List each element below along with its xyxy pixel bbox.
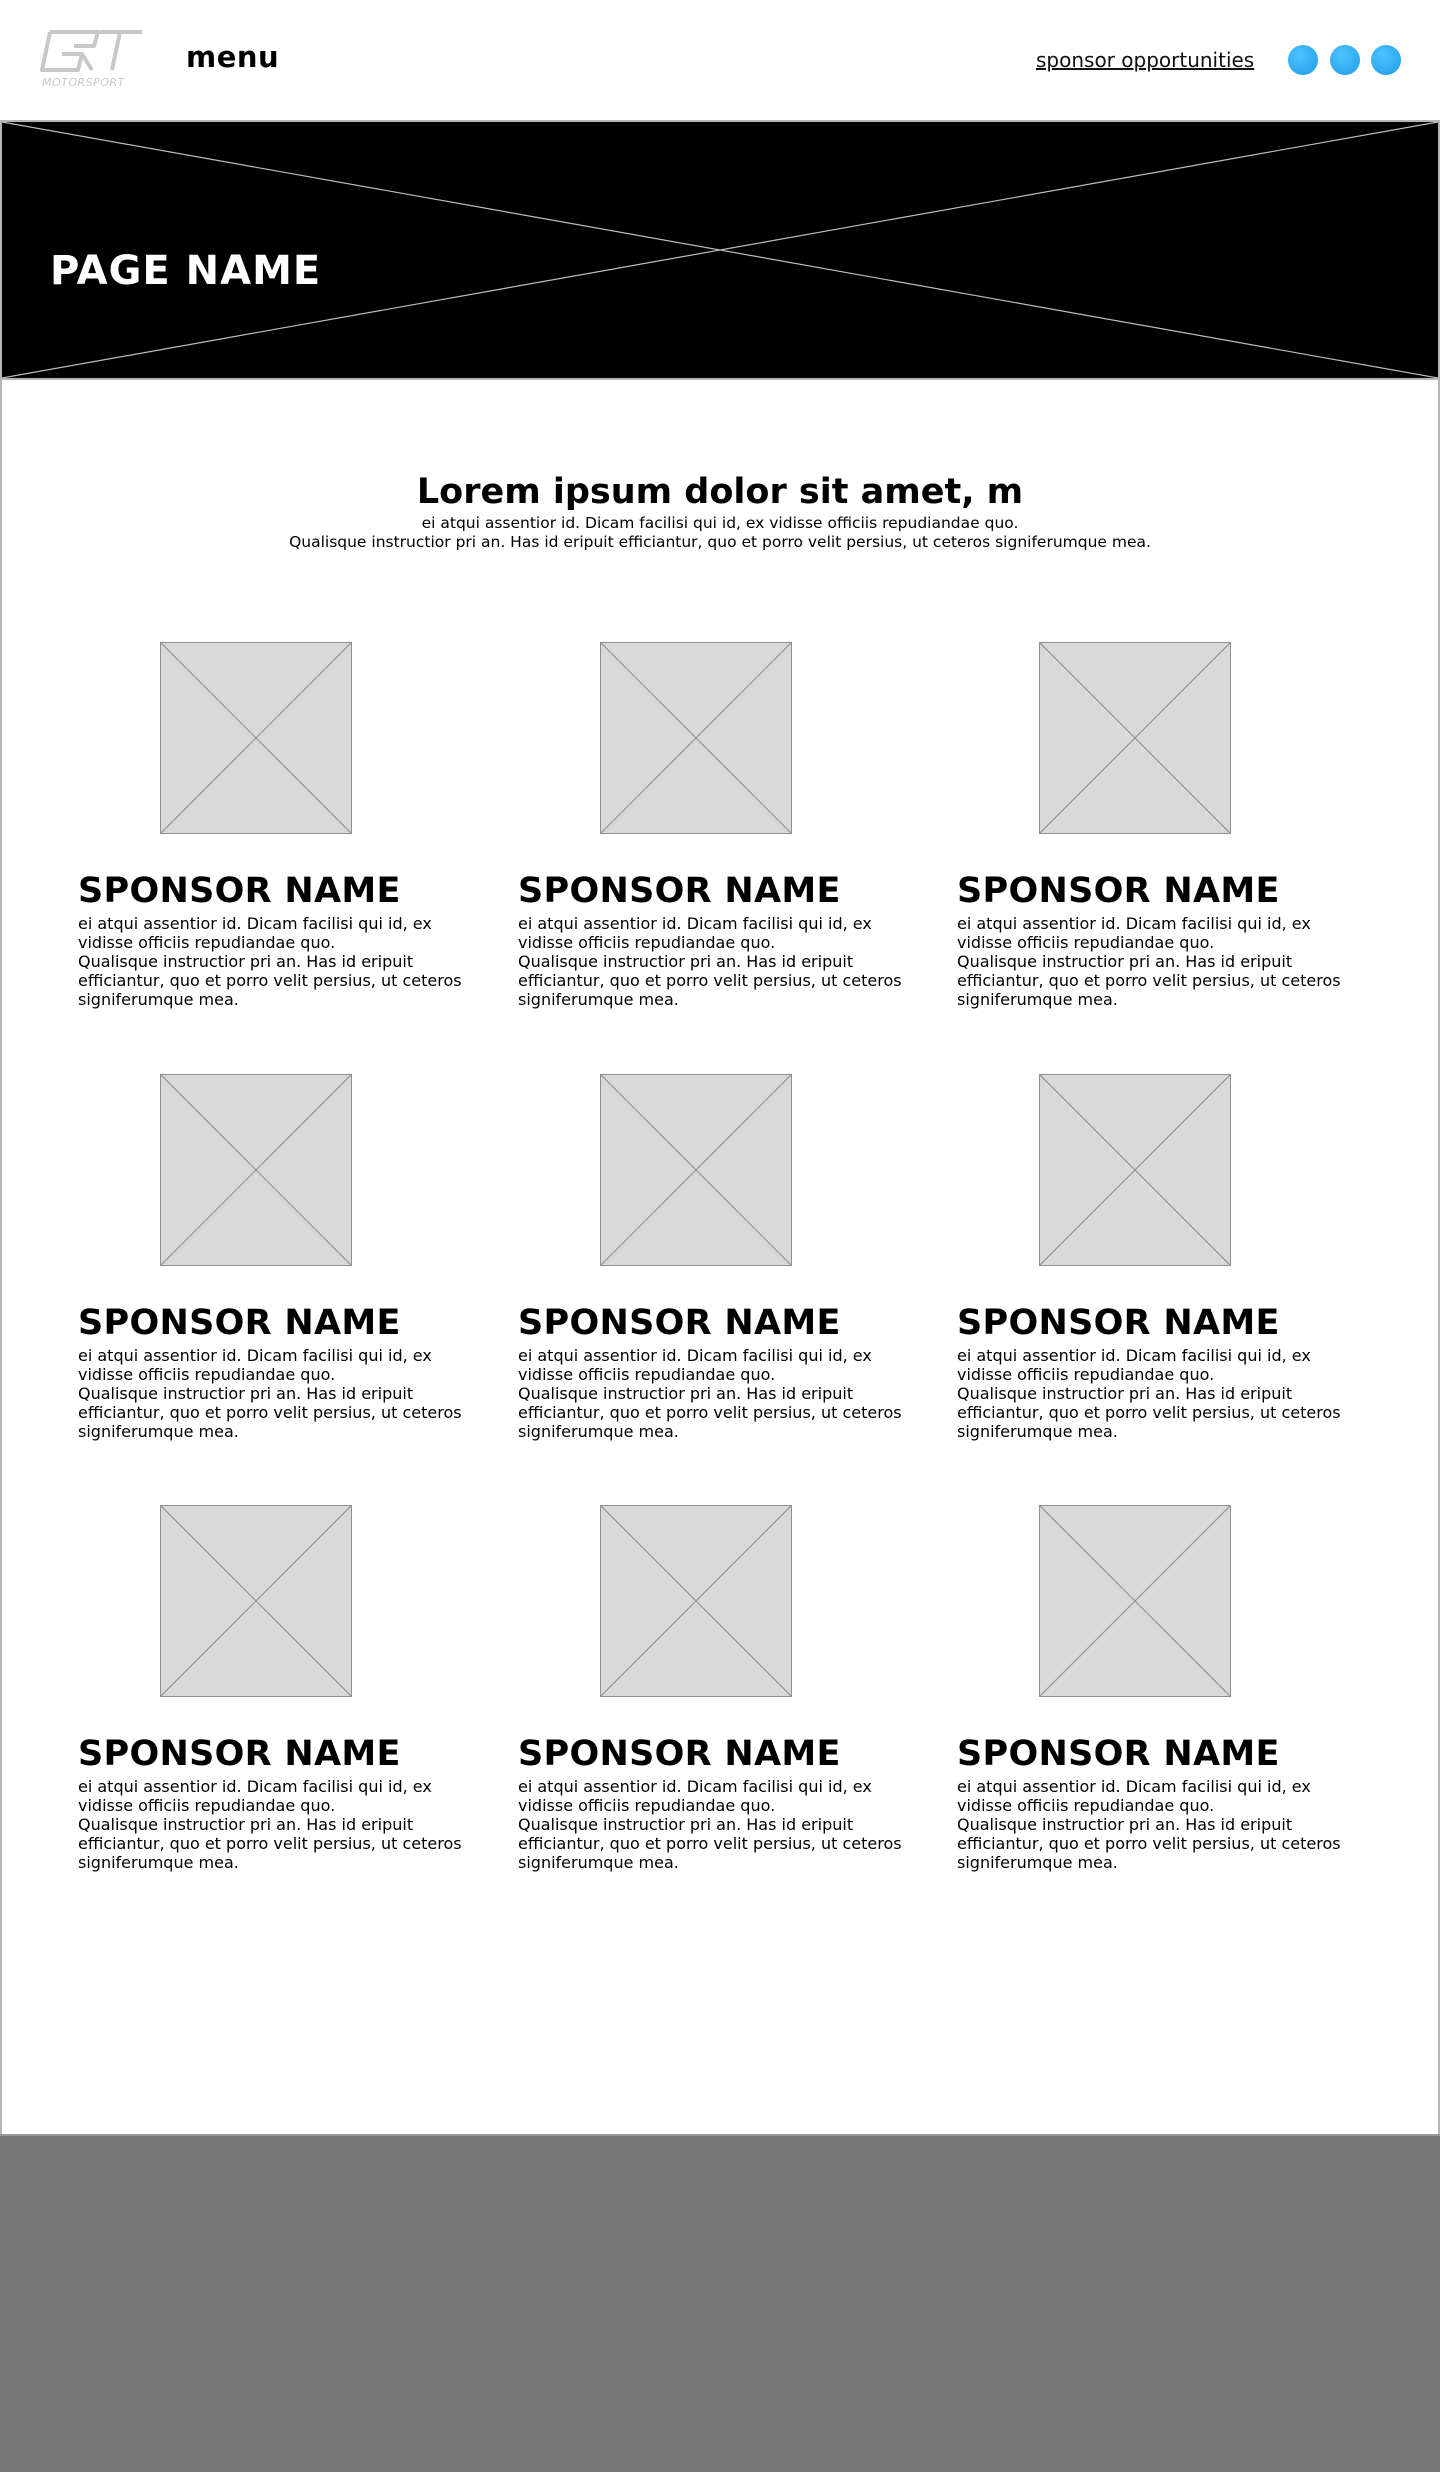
image-placeholder-icon — [1039, 1074, 1231, 1266]
sponsor-description: ei atqui assentior id. Dicam facilisi qui id, ex vidisse officiis repudiandae quo. Qualisque instructior pri an. Has id eripuit efficiantur, quo et porro velit persius, ut ceteros signiferumque mea. — [957, 914, 1341, 1009]
social-icon[interactable] — [1288, 45, 1318, 75]
brand-logo[interactable] — [40, 26, 144, 92]
sponsor-description: ei atqui assentior id. Dicam facilisi qui id, ex vidisse officiis repudiandae quo. Qualisque instructior pri an. Has id eripuit efficiantur, quo et porro velit persius, ut ceteros signiferumque mea. — [957, 1777, 1341, 1872]
sponsor-name: SPONSOR NAME — [518, 1734, 841, 1774]
image-placeholder-icon — [600, 1074, 792, 1266]
sponsor-name: SPONSOR NAME — [957, 1303, 1280, 1343]
image-placeholder-icon — [160, 642, 352, 834]
sponsor-description: ei atqui assentior id. Dicam facilisi qui id, ex vidisse officiis repudiandae quo. Qualisque instructior pri an. Has id eripuit efficiantur, quo et porro velit persius, ut ceteros signiferumque mea. — [518, 914, 902, 1009]
menu-button[interactable]: menu — [186, 40, 280, 74]
sponsor-name: SPONSOR NAME — [78, 1734, 401, 1774]
logo-text: MOTORSPORT — [42, 76, 125, 89]
sponsor-description: ei atqui assentior id. Dicam facilisi qui id, ex vidisse officiis repudiandae quo. Qualisque instructior pri an. Has id eripuit efficiantur, quo et porro velit persius, ut ceteros signiferumque mea. — [78, 1346, 462, 1441]
sponsor-description: ei atqui assentior id. Dicam facilisi qui id, ex vidisse officiis repudiandae quo. Qualisque instructior pri an. Has id eripuit efficiantur, quo et porro velit persius, ut ceteros signiferumque mea. — [957, 1346, 1341, 1441]
page-title: PAGE NAME — [50, 248, 322, 294]
site-header — [0, 0, 1440, 120]
sponsor-name: SPONSOR NAME — [957, 871, 1280, 911]
intro-text: Qualisque instructior pri an. Has id eripuit efficiantur, quo et porro velit persius, ut ceteros signiferumque mea. — [289, 533, 1151, 551]
social-icon[interactable] — [1371, 45, 1401, 75]
sponsor-name: SPONSOR NAME — [78, 871, 401, 911]
sponsor-name: SPONSOR NAME — [518, 1303, 841, 1343]
sponsor-description: ei atqui assentior id. Dicam facilisi qui id, ex vidisse officiis repudiandae quo. Qualisque instructior pri an. Has id eripuit efficiantur, quo et porro velit persius, ut ceteros signiferumque mea. — [78, 914, 462, 1009]
image-placeholder-icon — [600, 1505, 792, 1697]
sponsor-description: ei atqui assentior id. Dicam facilisi qui id, ex vidisse officiis repudiandae quo. Qualisque instructior pri an. Has id eripuit efficiantur, quo et porro velit persius, ut ceteros signiferumque mea. — [518, 1777, 902, 1872]
image-placeholder-icon — [160, 1074, 352, 1266]
intro-section — [0, 470, 1440, 552]
sponsor-description: ei atqui assentior id. Dicam facilisi qui id, ex vidisse officiis repudiandae quo. Qualisque instructior pri an. Has id eripuit efficiantur, quo et porro velit persius, ut ceteros signiferumque mea. — [78, 1777, 462, 1872]
image-placeholder-icon — [1039, 642, 1231, 834]
logo-mark-icon — [40, 26, 144, 76]
sponsor-opportunities-link[interactable]: sponsor opportunities — [1036, 48, 1255, 72]
sponsor-name: SPONSOR NAME — [518, 871, 841, 911]
image-placeholder-icon — [1039, 1505, 1231, 1697]
sponsor-name: SPONSOR NAME — [957, 1734, 1280, 1774]
intro-text: ei atqui assentior id. Dicam facilisi qui id, ex vidisse officiis repudiandae quo. — [421, 514, 1019, 532]
sponsor-description: ei atqui assentior id. Dicam facilisi qui id, ex vidisse officiis repudiandae quo. Qualisque instructior pri an. Has id eripuit efficiantur, quo et porro velit persius, ut ceteros signiferumque mea. — [518, 1346, 902, 1441]
social-icon[interactable] — [1330, 45, 1360, 75]
image-placeholder-icon — [160, 1505, 352, 1697]
site-footer — [0, 2134, 1440, 2472]
hero-banner — [2, 120, 1438, 380]
sponsor-name: SPONSOR NAME — [78, 1303, 401, 1343]
image-placeholder-icon — [600, 642, 792, 834]
intro-title: Lorem ipsum dolor sit amet, m — [416, 472, 1024, 512]
